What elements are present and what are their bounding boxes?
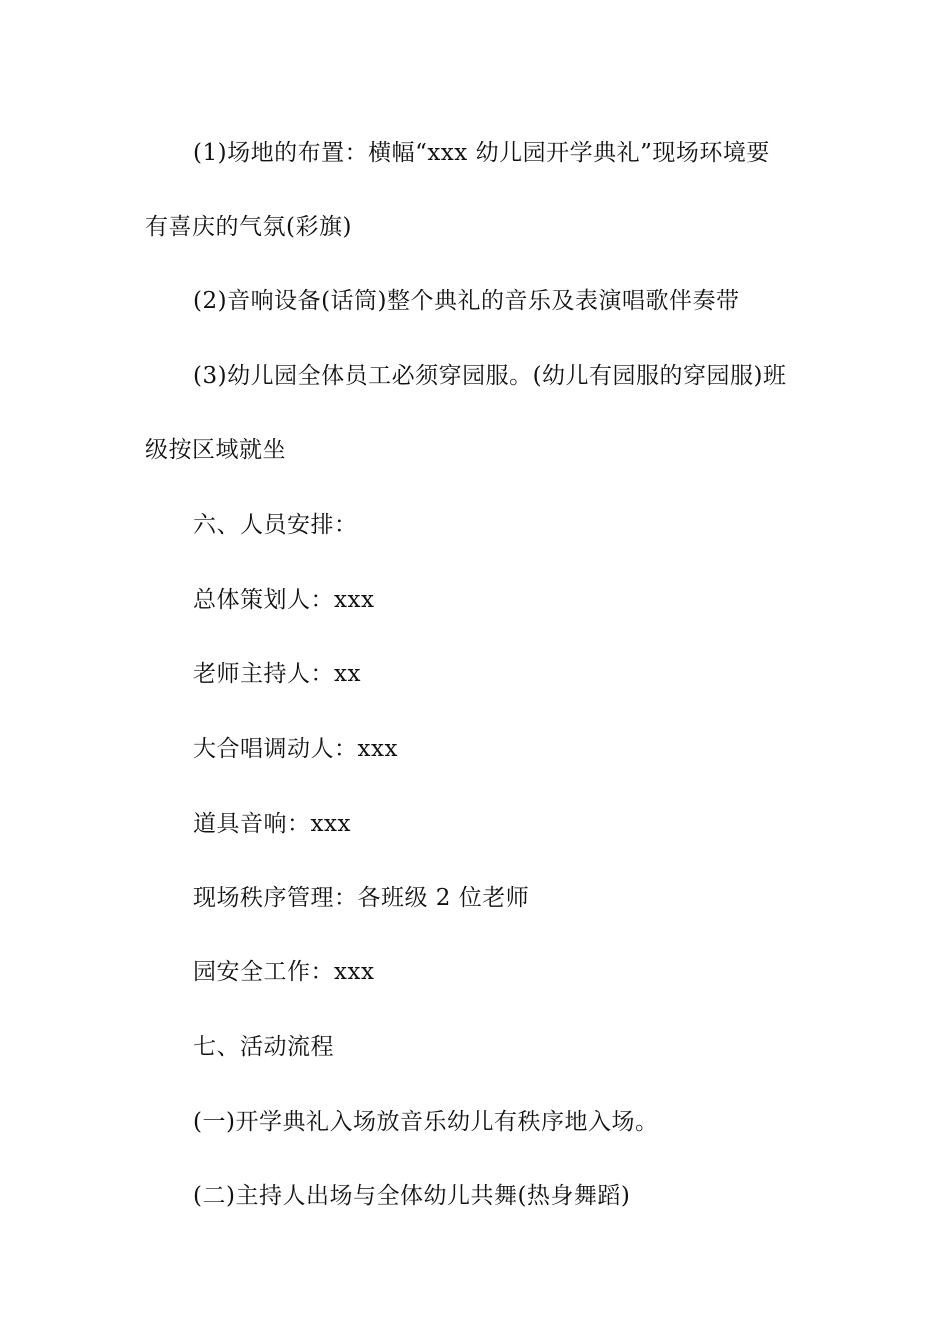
paragraph-uniform-cont: 级按区域就坐: [145, 437, 286, 463]
staff-safety: 园安全工作：xxx: [193, 959, 375, 985]
staff-props-sound: 道具音响：xxx: [193, 811, 351, 837]
paragraph-venue-layout-cont: 有喜庆的气氛(彩旗): [145, 214, 352, 240]
section-heading-staffing: 六、人员安排：: [193, 512, 358, 538]
staff-chorus: 大合唱调动人：xxx: [193, 736, 398, 762]
staff-host: 老师主持人：xx: [193, 661, 361, 687]
procedure-step-2: (二)主持人出场与全体幼儿共舞(热身舞蹈): [193, 1183, 631, 1209]
staff-planner: 总体策划人：xxx: [193, 587, 375, 613]
procedure-step-1: (一)开学典礼入场放音乐幼儿有秩序地入场。: [193, 1109, 659, 1135]
paragraph-sound-equipment: (2)音响设备(话筒)整个典礼的音乐及表演唱歌伴奏带: [193, 288, 740, 314]
paragraph-uniform: (3)幼儿园全体员工必须穿园服。(幼儿有园服的穿园服)班: [193, 363, 787, 389]
paragraph-venue-layout: (1)场地的布置：横幅“xxx 幼儿园开学典礼”现场环境要: [193, 140, 770, 166]
section-heading-procedure: 七、活动流程: [193, 1034, 334, 1060]
staff-order: 现场秩序管理：各班级 2 位老师: [193, 885, 530, 911]
